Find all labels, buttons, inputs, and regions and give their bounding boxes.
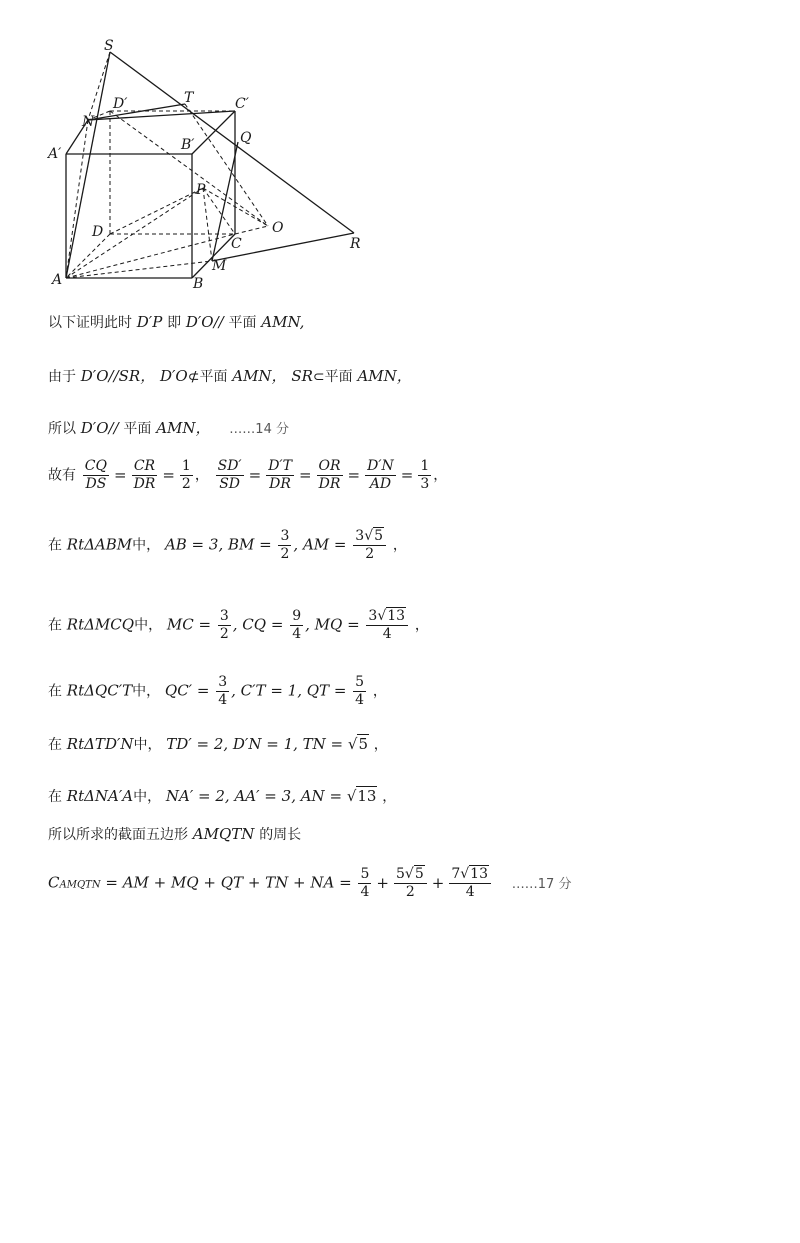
fraction: $\frac{3}{2}$ <box>280 528 290 562</box>
proof-line-7: 在 RtΔQC′T中， QC′ = $\frac{3}{4}$ , C′T = 1, QT = $\frac{5}{4}$ ， <box>48 674 387 708</box>
fraction: $\frac{OR}{DR}$ <box>318 458 341 492</box>
label-N: N <box>82 114 95 130</box>
proof-line-3: 所以 D′O// 平面 AMN， ……14 分 <box>48 419 289 437</box>
label-Bp: B′ <box>181 137 195 153</box>
fraction: $\frac{5√5}{2}$ <box>394 866 427 901</box>
fraction: $\frac{D'N}{AD}$ <box>367 458 394 492</box>
proof-line-2: 由于 D′O//SR， D′O⊄平面 AMN， SR⊂平面 AMN， <box>48 367 412 385</box>
label-O: O <box>272 220 284 236</box>
label-C: C <box>231 236 242 252</box>
label-Cp: C′ <box>235 96 249 112</box>
sqrt: √13 <box>346 787 377 805</box>
proof-line-11: CAMQTN = AM + MQ + QT + TN + NA = $\frac{5}{4}$ + $\frac{5√5}{2}$ + $\frac{7√13}{4}$ ……17 分 <box>48 866 572 900</box>
label-M: M <box>212 258 227 274</box>
fraction: $\frac{5}{4}$ <box>360 866 370 900</box>
proof-line-9: 在 RtΔNA′A中， NA′ = 2, AA′ = 3, AN = √13 ， <box>48 787 397 805</box>
label-T: T <box>184 90 194 106</box>
fraction: $\frac{3√13}{4}$ <box>366 608 408 643</box>
score-14: ……14 分 <box>229 422 289 437</box>
fraction: $\frac{5}{4}$ <box>355 674 365 708</box>
fraction: $\frac{1}{3}$ <box>420 458 430 492</box>
fraction: $\frac{CQ}{DS}$ <box>84 458 107 492</box>
label-Ap: A′ <box>48 146 62 162</box>
proof-line-8: 在 RtΔTD′N中， TD′ = 2, D′N = 1, TN = √5 ， <box>48 735 388 753</box>
fraction: $\frac{1}{2}$ <box>181 458 191 492</box>
label-P: P <box>196 182 206 198</box>
proof-line-1: 以下证明此时 D′P 即 D′O// 平面 AMN, <box>48 313 305 331</box>
proof-line-5: 在 RtΔABM中， AB = 3, BM = $\frac{3}{2}$ , AM = $\frac{3√5}{2}$ ， <box>48 528 407 562</box>
fraction: $\frac{3}{4}$ <box>218 674 228 708</box>
label-Dp: D′ <box>113 96 128 112</box>
fraction: $\frac{CR}{DR}$ <box>133 458 156 492</box>
score-17: ……17 分 <box>511 876 572 892</box>
label-R: R <box>350 236 361 252</box>
geometry-figure <box>40 38 380 298</box>
fraction: $\frac{9}{4}$ <box>292 608 302 642</box>
label-B: B <box>193 276 204 292</box>
proof-line-10: 所以所求的截面五边形 AMQTN 的周长 <box>48 825 302 843</box>
fraction: $\frac{3√5}{2}$ <box>353 528 386 563</box>
label-A: A <box>52 272 63 288</box>
label-D: D <box>92 224 104 240</box>
fraction: $\frac{SD'}{SD}$ <box>217 458 242 492</box>
label-S: S <box>104 38 114 54</box>
proof-line-4: 故有 $\frac{CQ}{DS}$ = $\frac{CR}{DR}$ = $\frac{1}{2}$ ， $\frac{SD'}{SD}$ = $\frac{D'T}{DR}$ = $\frac{OR}{DR}$ = $\frac{D'N}{AD}$ = $\frac{1}{3}$ ， <box>48 458 448 492</box>
sqrt: √5 <box>347 735 369 753</box>
fraction: $\frac{7√13}{4}$ <box>449 866 491 901</box>
proof-line-6: 在 RtΔMCQ中， MC = $\frac{3}{2}$ , CQ = $\frac{9}{4}$ , MQ = $\frac{3√13}{4}$ ， <box>48 608 429 642</box>
fraction: $\frac{D'T}{DR}$ <box>268 458 292 492</box>
label-Q: Q <box>240 130 252 146</box>
fraction: $\frac{3}{2}$ <box>219 608 229 642</box>
